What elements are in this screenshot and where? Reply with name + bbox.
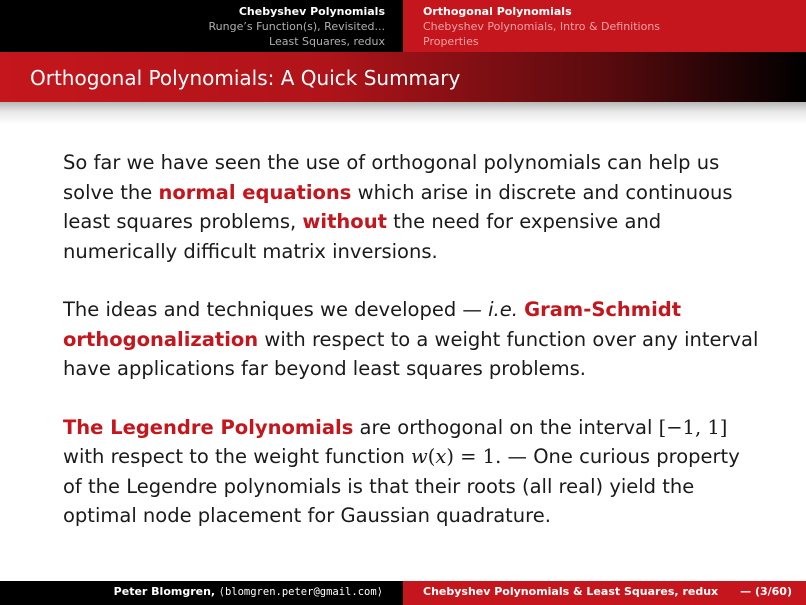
text-run: The ideas and techniques we developed — — [63, 298, 489, 321]
footer — [0, 581, 806, 605]
highlight-legendre-polynomials: The Legendre Polynomials — [63, 415, 354, 439]
footer-author — [114, 585, 383, 598]
text-run: — One curious property of the Legendre polynomials is that their roots (all real) yield the optimal node placement for Gaussian quadrature. — [63, 445, 740, 527]
math-paren-open: ( — [427, 445, 436, 468]
nav-item-least-squares-redux[interactable]: Least Squares, redux — [269, 35, 385, 48]
frame-title: Orthogonal Polynomials: A Quick Summary — [30, 66, 461, 90]
math-equals-one: ) = 1. — [446, 445, 502, 468]
paragraph-normal-equations — [63, 148, 763, 266]
title-shadow — [0, 102, 806, 124]
highlight-gram-schmidt: Gram-Schmidt orthogonalization — [63, 298, 682, 351]
math-interval: [−1, 1] — [658, 415, 728, 439]
navigation-bar — [0, 0, 806, 52]
text-run: So far we have seen the use of orthogonal polynomials can help us solve the — [63, 151, 720, 204]
nav-subitem-properties[interactable]: Properties — [423, 35, 479, 48]
footer-page-number: — (3/60) — [740, 585, 792, 598]
author-email: ⟨blomgren.peter@gmail.com⟩ — [218, 586, 383, 598]
footer-talk-title: Chebyshev Polynomials & Least Squares, redux — [423, 585, 719, 598]
text-run: the need for expensive and numerically difficult matrix inversions. — [63, 210, 662, 263]
text-run: with respect to the weight function — [63, 445, 412, 468]
italic-ie: i.e. — [488, 298, 518, 321]
footer-left — [0, 581, 403, 605]
math-x: x — [435, 445, 447, 468]
footer-right — [403, 581, 806, 605]
paragraph-gram-schmidt — [63, 295, 763, 384]
paragraph-legendre — [63, 413, 763, 531]
nav-subitem-orthogonal-polynomials[interactable]: Orthogonal Polynomials — [423, 5, 572, 18]
nav-section-right — [403, 0, 806, 52]
frame-title-bar — [0, 52, 806, 102]
nav-item-chebyshev-polynomials[interactable]: Chebyshev Polynomials — [238, 5, 385, 18]
author-name: Peter Blomgren, — [113, 585, 216, 598]
text-run: which arise in discrete and continuous least squares problems, — [63, 180, 733, 233]
nav-subitem-chebyshev-intro[interactable]: Chebyshev Polynomials, Intro & Definitions — [423, 20, 661, 33]
slide-content — [63, 148, 763, 560]
text-run: with respect to a weight function over any interval have applications far beyond least squares problems. — [63, 327, 759, 380]
highlight-normal-equations: normal equations — [158, 180, 352, 204]
nav-section-left — [0, 0, 403, 52]
nav-item-runges-function[interactable]: Runge’s Function(s), Revisited... — [208, 20, 385, 33]
math-w: w — [411, 445, 428, 468]
text-run: are orthogonal on the interval — [353, 415, 659, 439]
highlight-without: without — [302, 210, 387, 233]
